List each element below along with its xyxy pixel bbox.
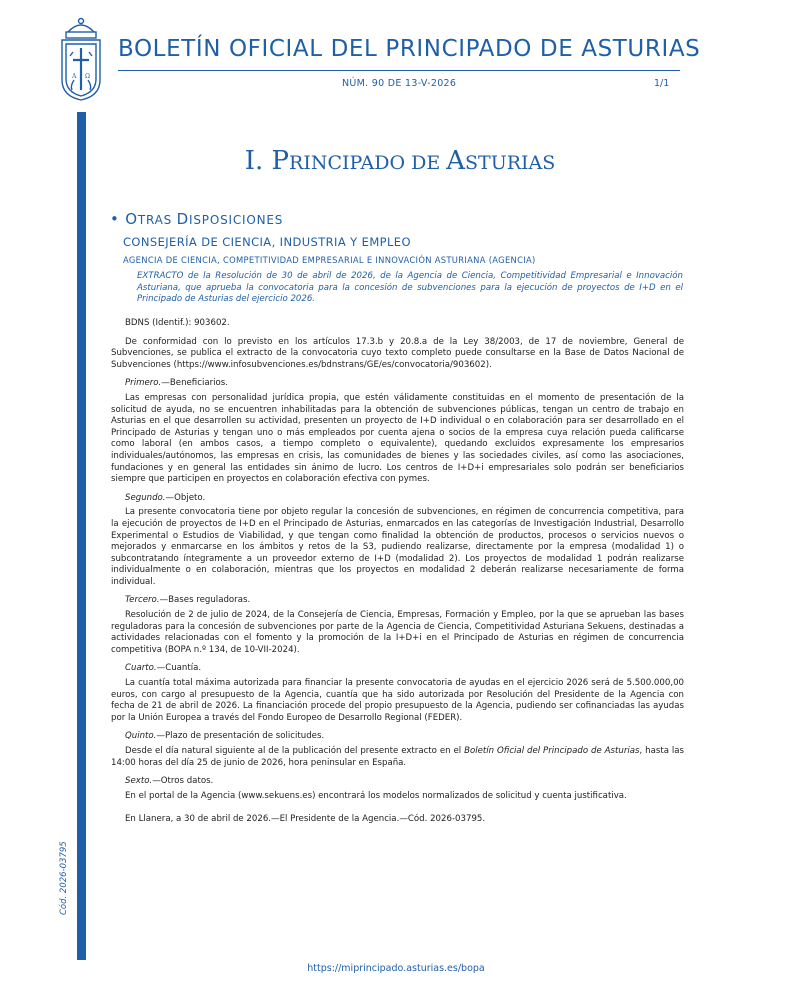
document-body [111, 318, 684, 833]
category-part: O [125, 210, 138, 228]
bulletin-title: BOLETÍN OFICIAL DEL PRINCIPADO DE ASTURIAS [118, 36, 701, 62]
text-run: Desde el día natural siguiente al de la publicación del presente extracto en el [125, 746, 465, 756]
bdns-paragraph: BDNS (Identif.): 903602. [125, 318, 230, 328]
svg-text:A: A [72, 73, 77, 80]
cuarto-paragraph: La cuantía total máxima autorizada para financiar la presente convocatoria de ayudas en el ejercicio 2026 será de 5.500.000,00 euros, con cargo al presupuesto de la Agencia, cuantía que ha sido autorizada por Resolución del Presidente de la Agencia con fecha de 21 de abril de 2026. La financiación procede del propio presupuesto de la Agencia, pudiendo ser cofinanciadas las ayudas por la Unión Europea a través del Fondo Europeo de Desarrollo Regional (FEDER). [111, 678, 684, 723]
section-title-part: RINCIPADO DE [289, 152, 447, 174]
section-heading-quinto [111, 731, 684, 743]
section-title-part: A [446, 146, 466, 176]
heading-title: —Objeto. [165, 492, 206, 503]
section-heading-sexto [111, 776, 684, 788]
bullet: • [110, 210, 120, 228]
category-part: TRAS [137, 213, 177, 227]
text-run: , hasta las 14:00 horas del día 25 de junio de 2026, hora peninsular en España. [111, 746, 685, 768]
heading-title: —Beneficiarios. [161, 378, 228, 389]
abstract-text: EXTRACTO de la Resolución de 30 de abril de 2026, de la Agencia de Ciencia, Competitividad Empresarial e Innovación Asturiana, que aprueba la convocatoria para la concesión de subvenciones para la ejecución de proyectos de I+D en el Principado de Asturias del ejercicio 2026. [137, 271, 683, 304]
section-heading-primero [111, 378, 684, 390]
heading-label: Quinto. [125, 731, 157, 742]
section-heading-segundo [111, 493, 684, 505]
footer-link[interactable]: https://miprincipado.asturias.es/bopa [307, 963, 485, 974]
heading-title: —Otros datos. [152, 776, 214, 787]
heading-label: Cuarto. [125, 663, 157, 674]
category-part: ISPOSICIONES [189, 213, 284, 227]
asturias-coat-of-arms-icon [56, 16, 106, 102]
text-run-italic: Boletín Oficial del Principado de Asturias [464, 746, 640, 756]
header-divider [118, 70, 680, 71]
sidebar-bar [77, 112, 86, 960]
agency-heading: AGENCIA DE CIENCIA, COMPETITIVIDAD EMPRESARIAL E INNOVACIÓN ASTURIANA (AGENCIA) [123, 255, 536, 265]
page-number: 1/1 [654, 78, 670, 89]
heading-title: —Cuantía. [156, 663, 202, 674]
section-title [180, 146, 620, 176]
heading-title: —Plazo de presentación de solicitudes. [156, 731, 325, 742]
issue-number: NÚM. 90 DE 13-V-2026 [342, 78, 457, 89]
quinto-paragraph [111, 746, 684, 769]
heading-title: —Bases reguladoras. [159, 595, 251, 606]
primero-paragraph: Las empresas con personalidad jurídica propia, que estén válidamente constituidas en el momento de presentación de la solicitud de ayuda, no se encuentren inhabilitadas para la obtención de subvenciones públicas, tengan un centro de trabajo en Asturias en el que desarrollen su actividad, presenten un proyecto de I+D individual o en colaboración para ser desarrollado en el Principado de Asturias y tengan uno o más empleados por cuenta ajena o socios de la empresa cuya relación pueda calificarse como laboral (en ambos casos, a tiempo completo o equivalente), quedando excluidos expresamente los empresarios individuales/autónomos, las empresas en crisis, las comunidades de bienes y las sociedades civiles, así como las asociaciones, fundaciones y en general las entidades sin ánimo de lucro. Los centros de I+D+i empresariales solo podrán ser beneficiarios siempre que participen en proyectos en colaboración efectiva con pymes. [111, 392, 684, 485]
section-heading-cuarto [111, 663, 684, 675]
intro-paragraph: De conformidad con lo previsto en los artículos 17.3.b y 20.8.a de la Ley 38/2003, de 17 de noviembre, General de Subvenciones, se publica el extracto de la convocatoria cuyo texto completo puede consultarse en la Base de Datos Nacional de Subvenciones (https://www.infosubvenciones.es/bdnstrans/GE/es/convocatoria/903602). [111, 336, 684, 370]
heading-label: Sexto. [125, 776, 153, 787]
category-heading [110, 210, 283, 228]
closing-paragraph: En Llanera, a 30 de abril de 2026.—El Presidente de la Agencia.—Cód. 2026-03795. [125, 814, 486, 825]
svg-text:Ω: Ω [85, 73, 90, 80]
sexto-paragraph: En el portal de la Agencia (www.sekuens.es) encontrará los modelos normalizados de solicitud y cuenta justificativa. [125, 790, 627, 801]
heading-label: Tercero. [125, 595, 160, 606]
tercero-paragraph: Resolución de 2 de julio de 2024, de la Consejería de Ciencia, Empresas, Formación y Empleo, por la que se aprueban las bases reguladoras para la concesión de subvenciones por parte de la Agencia de Ciencia, Competitividad Asturiana Sekuens, destinadas a actividades relacionadas con el fomento y la promoción de la I+D+i en el Principado de Asturias en régimen de concurrencia competitiva (BOPA n.º 134, de 10-VII-2024). [111, 610, 684, 655]
sidebar-code: Cód. 2026-03795 [59, 841, 69, 915]
heading-label: Segundo. [125, 492, 166, 503]
category-part: D [176, 210, 190, 228]
segundo-paragraph: La presente convocatoria tiene por objeto regular la concesión de subvenciones, en régimen de concurrencia competitiva, para la ejecución de proyectos de I+D en el Principado de Asturias, enmarcados en las categorías de Investigación Industrial, Desarrollo Experimental o Estudios de Viabilidad, y que tengan como finalidad la obtención de productos, procesos o servicios nuevos o mejorados y enmarcarse en los ámbitos y retos de la S3, pudiendo realizarse, directamente por la empresa (modalidad 1) o subcontratando íntegramente a un proveedor externo de I+D (modalidad 2). Los proyectos de modalidad 1 podrán realizarse individualmente o en colaboración, mientras que los proyectos en modalidad 2 deberán realizarse necesariamente de forma individual. [111, 507, 684, 587]
heading-label: Primero. [125, 378, 162, 389]
department-heading: CONSEJERÍA DE CIENCIA, INDUSTRIA Y EMPLEO [123, 235, 411, 249]
section-title-part: STURIAS [465, 152, 556, 174]
section-heading-tercero [111, 595, 684, 607]
section-title-part: I. P [244, 146, 290, 176]
